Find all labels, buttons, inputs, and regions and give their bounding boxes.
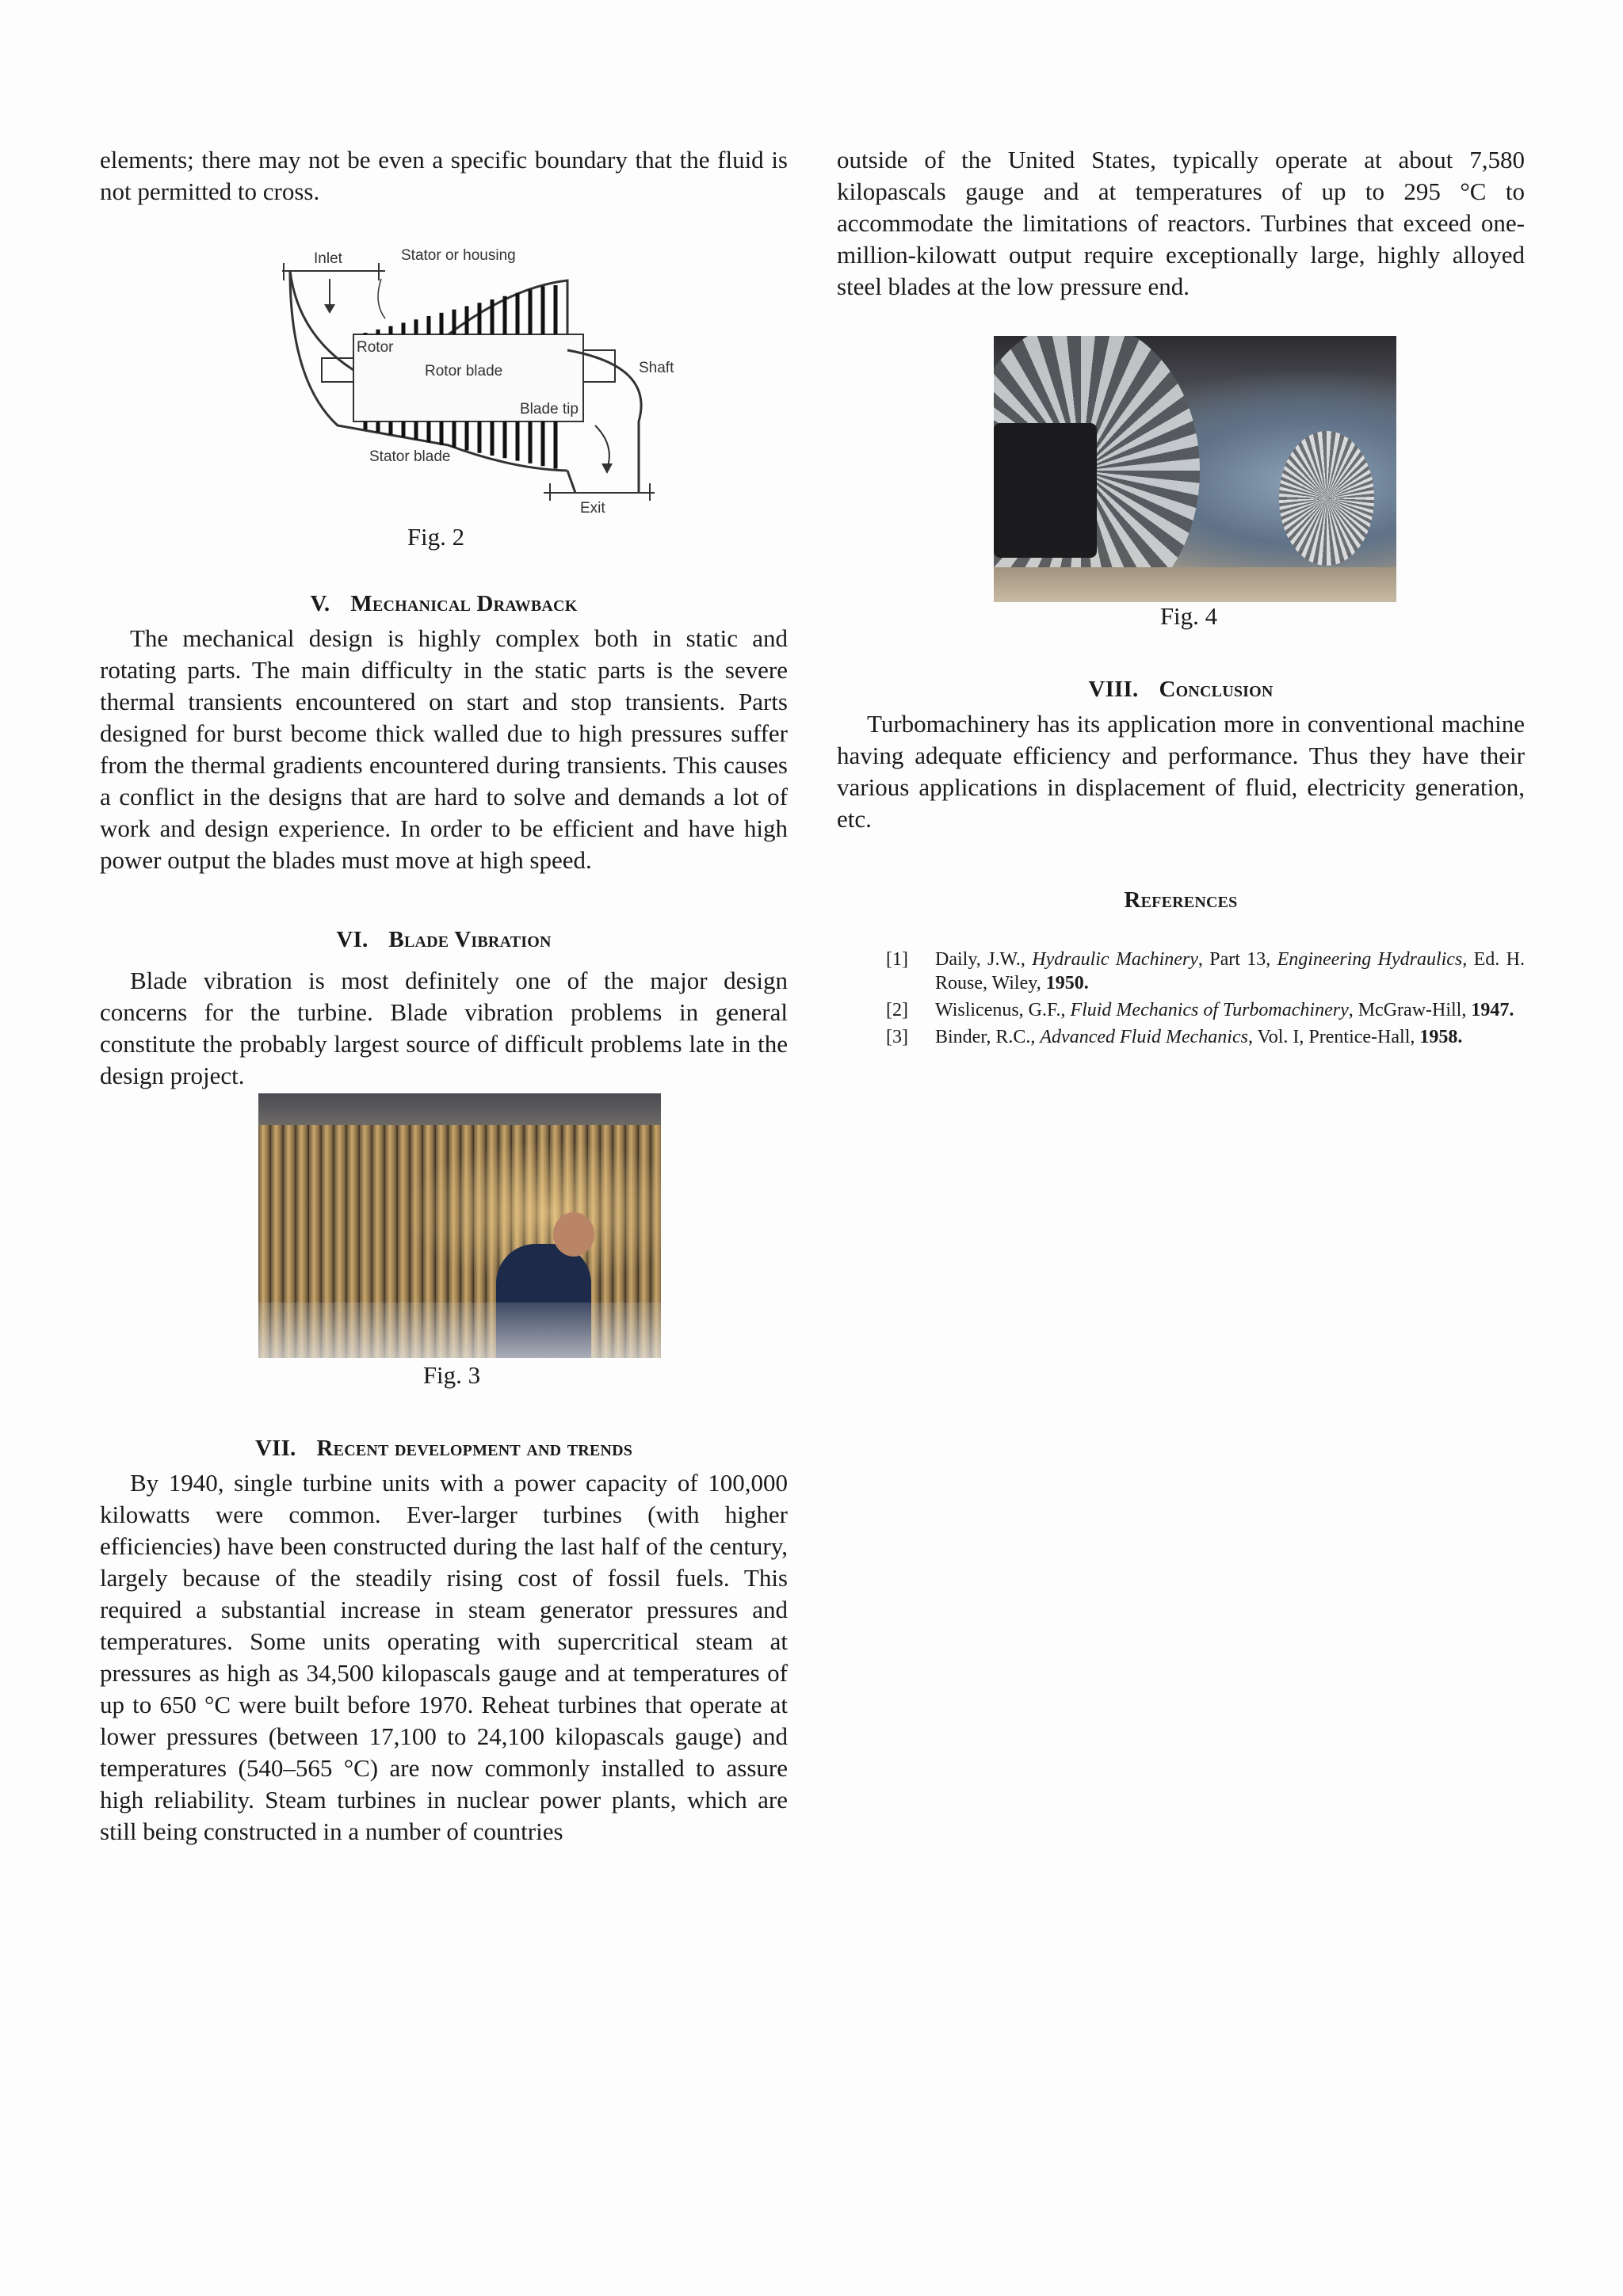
section-8-heading [837, 673, 1525, 705]
figure-3-caption: Fig. 3 [422, 1361, 481, 1389]
section-6-heading [100, 924, 788, 955]
section-8-title: Conclusion [1159, 677, 1274, 702]
label-inlet: Inlet [314, 250, 342, 267]
turbine-rotor-photo [994, 336, 1396, 602]
reference-text: Wislicenus, G.F., Fluid Mechanics of Turbomachinery, McGraw-Hill, 1947. [935, 1000, 1514, 1020]
reference-list [886, 948, 1525, 1049]
section-7-heading [100, 1432, 788, 1464]
turbine-technician-photo [258, 1093, 661, 1358]
figure-3 [100, 1093, 788, 1391]
section-6-title: Blade Vibration [388, 927, 552, 952]
section-8-paragraph: Turbomachinery has its application more in conventional machine having adequate efficiency and performance. Thus they have their various applications in displacement of fluid, electricity generation, etc. [837, 710, 1525, 833]
label-rotor-blade: Rotor blade [425, 363, 503, 379]
label-rotor: Rotor [357, 339, 394, 356]
label-stator-blade: Stator blade [369, 448, 451, 465]
reference-item-3 [886, 1025, 1525, 1049]
reference-text: Daily, J.W., Hydraulic Machinery, Part 13, Engineering Hydraulics, Ed. H. Rouse, Wiley, 1950. [935, 949, 1525, 994]
figure-2-caption: Fig. 2 [407, 523, 465, 551]
label-shaft: Shaft [639, 360, 674, 376]
reference-text: Binder, R.C., Advanced Fluid Mechanics, Vol. I, Prentice-Hall, 1958. [935, 1027, 1463, 1047]
section-7-title: Recent development and trends [316, 1436, 633, 1461]
reference-number: [1] [886, 949, 908, 970]
section-6-number: VI. [336, 927, 369, 952]
figure-2 [100, 239, 788, 553]
section-7-number: VII. [254, 1436, 296, 1461]
section-6-paragraph: Blade vibration is most definitely one of the major design concerns for the turbine. Blade vibration problems in general constitute the probably largest source of difficult problems late in the design project. [100, 967, 788, 1089]
label-exit: Exit [580, 500, 605, 517]
figure-4 [837, 336, 1525, 632]
section-5-paragraph: The mechanical design is highly complex both in static and rotating parts. The main difficulty in the static parts is the severe thermal transients encountered on start and stop transients. Parts designed for burst become thick walled due to high pressures suffer from the thermal gradients encountered during transients. This causes a conflict in the designs that are hard to solve and demands a lot of work and design experience. In order to be efficient and have high power output the blades must move at high speed. [100, 624, 788, 874]
reference-item-1 [886, 948, 1525, 995]
reference-number: [3] [886, 1027, 908, 1047]
label-blade-tip: Blade tip [520, 401, 579, 418]
reference-number: [2] [886, 1000, 908, 1020]
continued-paragraph: outside of the United States, typically operate at about 7,580 kilopascals gauge and at temperatures of up to 295 °C to accommodate the limitations of reactors. Turbines that exceed one-million-kilowatt output require exceptionally large, highly alloyed steel blades at the low pressure end. [837, 146, 1525, 300]
section-8-number: VIII. [1088, 677, 1139, 702]
turbine-cross-section-diagram [100, 239, 788, 524]
right-column [837, 144, 1525, 1052]
references-heading: References [1124, 887, 1238, 913]
section-5-title: Mechanical Drawback [350, 591, 578, 616]
reference-item-2 [886, 998, 1525, 1022]
section-5-heading [100, 588, 788, 620]
section-7-paragraph: By 1940, single turbine units with a power capacity of 100,000 kilowatts were common. Ever-larger turbines (with higher efficiencies) have been constructed during the last half of the century, largely because of the steadily rising cost of fossil fuels. This required a substantial increase in steam generator pressures and temperatures. Some units operating with supercritical steam at pressures as high as 34,500 kilopascals gauge and at temperatures of up to 650 °C were built before 1970. Reheat turbines that operate at lower pressures (between 17,100 to 24,100 kilopascals gauge) and temperatures (540–565 °C) are now commonly installed to assure high reliability. Steam turbines in nuclear power plants, which are still being constructed in a number of countries [100, 1469, 788, 1845]
intro-paragraph: elements; there may not be even a specific boundary that the fluid is not permitted to cross. [100, 146, 788, 205]
section-5-number: V. [310, 591, 330, 616]
left-column [100, 144, 788, 1848]
figure-4-caption: Fig. 4 [1159, 602, 1218, 630]
label-stator-housing: Stator or housing [401, 247, 516, 264]
